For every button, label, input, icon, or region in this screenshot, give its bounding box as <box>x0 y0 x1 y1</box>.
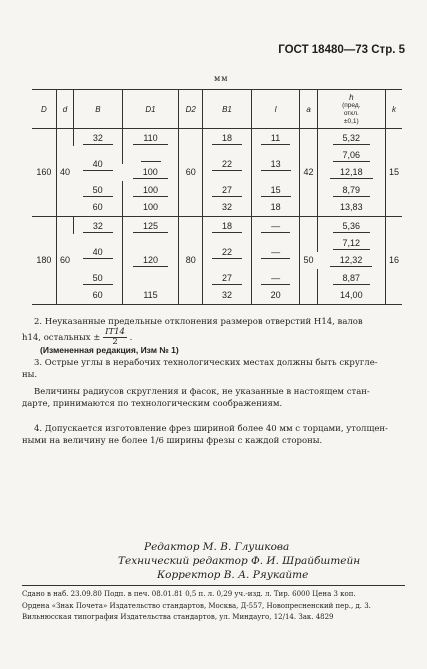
dimensions-table <box>32 89 402 305</box>
col-k: k <box>385 90 402 129</box>
cell-h: 5,36 <box>317 216 385 234</box>
cell-k: 15 <box>385 129 402 217</box>
col-D: D <box>32 90 56 129</box>
table-row <box>32 287 402 305</box>
table-row <box>32 199 402 217</box>
cell-l: 15 <box>251 181 300 198</box>
cell-B1: 32 <box>203 199 252 217</box>
col-B1: B1 <box>203 90 252 129</box>
col-a: a <box>300 90 317 129</box>
cell-D: 180 <box>32 216 56 304</box>
note-2: 2. Неуказанные предельные отклонения размеров отверстий H14, валов <box>34 317 363 327</box>
editor: Редактор М. В. Глушкова <box>144 541 290 553</box>
col-D2: D2 <box>179 90 203 129</box>
cell-D1: 100 <box>122 164 179 181</box>
cell-B1: 22 <box>203 146 252 181</box>
cell-D1: 100 <box>122 181 179 198</box>
note-3-cont: ны. <box>22 370 38 380</box>
proofreader: Корректор В. А. Ряукайте <box>157 569 309 581</box>
cell-D1: 120 <box>122 234 179 286</box>
col-d: d <box>56 90 73 129</box>
cell-B1: 32 <box>203 287 252 305</box>
note-2-dot: . <box>129 333 133 343</box>
cell-l: 20 <box>251 287 300 305</box>
cell-a: 50 <box>300 216 317 304</box>
cell-D1: 110 <box>122 129 179 147</box>
cell-h: 7,06 <box>317 146 385 163</box>
table-row <box>32 216 402 234</box>
cell-D1: 125 <box>122 216 179 234</box>
table-row <box>32 181 402 198</box>
table-row <box>32 269 402 286</box>
table-row <box>32 234 402 251</box>
cell-B1: 27 <box>203 269 252 286</box>
cell-B1: 27 <box>203 181 252 198</box>
cell-B: 40 <box>74 146 123 181</box>
cell-B1: 18 <box>203 129 252 147</box>
cell-h: 5,32 <box>317 129 385 147</box>
footer-printer: Вильнюсская типография Издательства стандартов, ул. Миндауго, 12/14. Зак. 4829 <box>22 613 334 621</box>
cell-B: 60 <box>74 199 123 217</box>
table-row <box>32 146 402 163</box>
cell-h: 12,18 <box>317 164 385 181</box>
cell-l: 11 <box>251 129 300 147</box>
table-header-row <box>32 90 402 129</box>
cell-h: 8,79 <box>317 181 385 198</box>
cell-D1: 115 <box>122 287 179 305</box>
cell-D1: 100 <box>122 199 179 217</box>
cell-h: 13,83 <box>317 199 385 217</box>
col-h-sub-3: ±0,1) <box>343 117 359 125</box>
table-row <box>32 129 402 147</box>
col-h-sub-1: (пред. <box>342 101 361 109</box>
cell-d: 60 <box>56 216 73 304</box>
note-3-radii: Величины радиусов скругления и фасок, не указанные в настоящем стан- <box>34 387 370 397</box>
page-header: ГОСТ 18480—73 Стр. 5 <box>278 44 405 56</box>
footer-divider <box>22 585 405 586</box>
technical-editor: Технический редактор Ф. И. Шрайбштейн <box>118 555 361 567</box>
fraction-numerator: IT14 <box>105 327 125 337</box>
cell-D2: 80 <box>179 216 203 304</box>
fraction-denominator: 2 <box>112 337 118 347</box>
cell-B: 40 <box>74 234 123 269</box>
note-4: 4. Допускается изготовление фрез шириной более 40 мм с торцами, утолщен- <box>34 424 388 434</box>
cell-l: — <box>251 234 300 269</box>
cell-l: 13 <box>251 146 300 181</box>
cell-h: 14,00 <box>317 287 385 305</box>
col-D1: D1 <box>122 90 179 129</box>
cell-D: 160 <box>32 129 56 217</box>
cell-B: 32 <box>74 216 123 234</box>
amendment-note: (Измененная редакция, Изм № 1) <box>40 345 179 355</box>
cell-h: 12,32 <box>317 252 385 269</box>
cell-h: 7,12 <box>317 234 385 251</box>
note-4-cont: ными на величину не более 1/6 ширины фрезы с каждой стороны. <box>22 436 323 446</box>
cell-l: — <box>251 269 300 286</box>
note-3: 3. Острые углы в нерабочих технологических местах должны быть скругле- <box>34 358 378 368</box>
units-label: мм <box>214 74 229 83</box>
col-h-label: h <box>349 92 354 102</box>
cell-B: 60 <box>74 287 123 305</box>
cell-D2: 60 <box>179 129 203 217</box>
col-B: B <box>74 90 123 129</box>
footer-print-info: Сдано в наб. 23.09.80 Подп. в печ. 08.01.81 0,5 п. л. 0,29 уч.-изд. л. Тир. 6000 Цена 3 коп. <box>22 590 356 598</box>
cell-B1: 18 <box>203 216 252 234</box>
cell-l: 18 <box>251 199 300 217</box>
cell-a: 42 <box>300 129 317 217</box>
cell-B: 32 <box>74 129 123 147</box>
cell-B: 50 <box>74 269 123 286</box>
col-h <box>317 90 385 129</box>
footer-publisher: Ордена «Знак Почета» Издательство стандартов, Москва, Д-557, Новопресненский пер., д. 3. <box>22 602 371 610</box>
cell-k: 16 <box>385 216 402 304</box>
cell-h: 8,87 <box>317 269 385 286</box>
col-h-sub-2: откл. <box>343 109 359 117</box>
col-l: l <box>251 90 300 129</box>
note-2-prefix: h14, остальных ± <box>22 333 101 343</box>
note-3-radii-cont: дарте, принимаются по технологическим соображениям. <box>22 399 283 409</box>
cell-d: 40 <box>56 129 73 217</box>
cell-B: 50 <box>74 181 123 198</box>
cell-l: — <box>251 216 300 234</box>
cell-B1: 22 <box>203 234 252 269</box>
cell-D1 <box>122 146 179 163</box>
